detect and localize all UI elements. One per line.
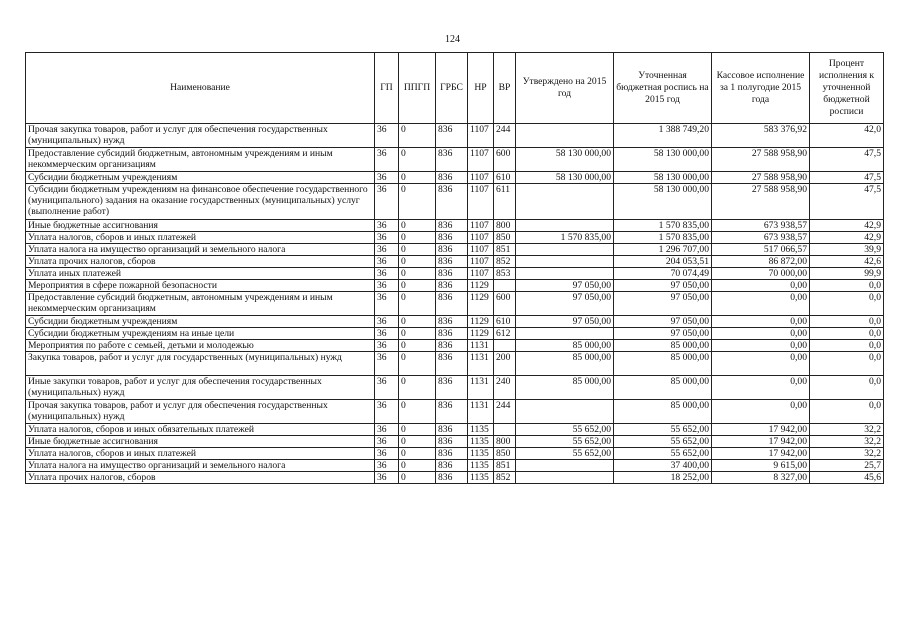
cell-cash: 0,00 xyxy=(712,328,810,340)
cell-refined: 55 652,00 xyxy=(614,448,712,460)
cell-np: 1131 xyxy=(468,340,494,352)
header-grbs: ГРБС xyxy=(436,53,468,124)
cell-refined: 1 570 835,00 xyxy=(614,232,712,244)
cell-cash: 583 376,92 xyxy=(712,124,810,148)
cell-vr: 850 xyxy=(494,448,516,460)
cell-cash: 27 588 958,90 xyxy=(712,148,810,172)
cell-cash: 17 942,00 xyxy=(712,436,810,448)
cell-vr: 851 xyxy=(494,460,516,472)
cell-gp: 36 xyxy=(375,292,399,316)
cell-vr: 850 xyxy=(494,232,516,244)
cell-gp: 36 xyxy=(375,352,399,376)
cell-gp: 36 xyxy=(375,232,399,244)
cell-np: 1107 xyxy=(468,124,494,148)
cell-ppgp: 0 xyxy=(399,472,436,484)
table-row xyxy=(26,400,884,424)
cell-gp: 36 xyxy=(375,244,399,256)
cell-gp: 36 xyxy=(375,316,399,328)
table-row xyxy=(26,376,884,400)
cell-percent: 42,9 xyxy=(810,220,884,232)
cell-gp: 36 xyxy=(375,256,399,268)
cell-vr: 600 xyxy=(494,148,516,172)
cell-name: Предоставление субсидий бюджетным, автономным учреждениям и иным некоммерческим организациям xyxy=(26,292,375,316)
cell-name: Иные бюджетные ассигнования xyxy=(26,220,375,232)
cell-grbs: 836 xyxy=(436,460,468,472)
cell-vr: 600 xyxy=(494,292,516,316)
page-number: 124 xyxy=(445,34,460,45)
cell-grbs: 836 xyxy=(436,436,468,448)
cell-percent: 42,9 xyxy=(810,232,884,244)
table-row xyxy=(26,148,884,172)
cell-name: Уплата прочих налогов, сборов xyxy=(26,256,375,268)
cell-name: Субсидии бюджетным учреждениям xyxy=(26,172,375,184)
table-header-row xyxy=(26,53,884,124)
cell-name: Предоставление субсидий бюджетным, автономным учреждениям и иным некоммерческим организациям xyxy=(26,148,375,172)
cell-gp: 36 xyxy=(375,472,399,484)
cell-cash: 86 872,00 xyxy=(712,256,810,268)
cell-grbs: 836 xyxy=(436,124,468,148)
cell-approved: 55 652,00 xyxy=(516,448,614,460)
cell-gp: 36 xyxy=(375,124,399,148)
cell-cash: 0,00 xyxy=(712,340,810,352)
cell-approved xyxy=(516,328,614,340)
cell-gp: 36 xyxy=(375,172,399,184)
cell-refined: 204 053,51 xyxy=(614,256,712,268)
cell-np: 1135 xyxy=(468,436,494,448)
table-row xyxy=(26,184,884,220)
header-np: НР xyxy=(468,53,494,124)
cell-name: Уплата иных платежей xyxy=(26,268,375,280)
cell-gp: 36 xyxy=(375,436,399,448)
cell-grbs: 836 xyxy=(436,352,468,376)
cell-gp: 36 xyxy=(375,148,399,172)
cell-approved: 85 000,00 xyxy=(516,376,614,400)
cell-ppgp: 0 xyxy=(399,424,436,436)
cell-np: 1135 xyxy=(468,460,494,472)
cell-vr: 610 xyxy=(494,172,516,184)
cell-vr: 852 xyxy=(494,256,516,268)
cell-name: Субсидии бюджетным учреждениям xyxy=(26,316,375,328)
table-row xyxy=(26,424,884,436)
table-body xyxy=(26,124,884,484)
cell-np: 1107 xyxy=(468,244,494,256)
cell-refined: 85 000,00 xyxy=(614,376,712,400)
table-row xyxy=(26,460,884,472)
cell-gp: 36 xyxy=(375,376,399,400)
cell-refined: 70 074,49 xyxy=(614,268,712,280)
cell-ppgp: 0 xyxy=(399,232,436,244)
cell-name: Закупка товаров, работ и услуг для государственных (муниципальных) нужд xyxy=(26,352,375,376)
table-row xyxy=(26,244,884,256)
cell-cash: 0,00 xyxy=(712,316,810,328)
cell-ppgp: 0 xyxy=(399,124,436,148)
cell-vr xyxy=(494,280,516,292)
cell-grbs: 836 xyxy=(436,448,468,460)
cell-refined: 18 252,00 xyxy=(614,472,712,484)
cell-np: 1129 xyxy=(468,316,494,328)
cell-name: Уплата налогов, сборов и иных платежей xyxy=(26,448,375,460)
cell-percent: 45,6 xyxy=(810,472,884,484)
cell-ppgp: 0 xyxy=(399,448,436,460)
cell-approved xyxy=(516,256,614,268)
cell-np: 1129 xyxy=(468,292,494,316)
cell-ppgp: 0 xyxy=(399,460,436,472)
cell-grbs: 836 xyxy=(436,292,468,316)
cell-np: 1135 xyxy=(468,448,494,460)
cell-name: Субсидии бюджетным учреждениям на финансовое обеспечение государственного (муниципального) задания на оказание государственных (муниципальных) услуг (выполнение работ) xyxy=(26,184,375,220)
table-row xyxy=(26,124,884,148)
table-row xyxy=(26,316,884,328)
cell-name: Субсидии бюджетным учреждениям на иные цели xyxy=(26,328,375,340)
header-cash: Кассовое исполнение за 1 полугодие 2015 года xyxy=(712,53,810,124)
table-row xyxy=(26,340,884,352)
cell-name: Уплата налога на имущество организаций и земельного налога xyxy=(26,244,375,256)
cell-np: 1135 xyxy=(468,472,494,484)
cell-name: Уплата налогов, сборов и иных платежей xyxy=(26,232,375,244)
cell-name: Иные закупки товаров, работ и услуг для обеспечения государственных (муниципальных) нужд xyxy=(26,376,375,400)
cell-percent: 32,2 xyxy=(810,424,884,436)
cell-gp: 36 xyxy=(375,424,399,436)
cell-gp: 36 xyxy=(375,280,399,292)
table-row xyxy=(26,352,884,376)
cell-refined: 1 570 835,00 xyxy=(614,220,712,232)
cell-vr: 610 xyxy=(494,316,516,328)
header-ppgp: ППГП xyxy=(399,53,436,124)
cell-ppgp: 0 xyxy=(399,172,436,184)
cell-gp: 36 xyxy=(375,448,399,460)
cell-approved: 1 570 835,00 xyxy=(516,232,614,244)
cell-np: 1107 xyxy=(468,220,494,232)
cell-cash: 0,00 xyxy=(712,352,810,376)
cell-grbs: 836 xyxy=(436,340,468,352)
cell-refined: 37 400,00 xyxy=(614,460,712,472)
cell-cash: 673 938,57 xyxy=(712,220,810,232)
cell-name: Уплата прочих налогов, сборов xyxy=(26,472,375,484)
header-refined: Уточненная бюджетная роспись на 2015 год xyxy=(614,53,712,124)
cell-vr: 244 xyxy=(494,400,516,424)
cell-name: Прочая закупка товаров, работ и услуг для обеспечения государственных (муниципальных) нужд xyxy=(26,400,375,424)
cell-approved: 85 000,00 xyxy=(516,340,614,352)
cell-percent: 42,6 xyxy=(810,256,884,268)
cell-vr: 852 xyxy=(494,472,516,484)
cell-grbs: 836 xyxy=(436,184,468,220)
cell-grbs: 836 xyxy=(436,376,468,400)
cell-ppgp: 0 xyxy=(399,340,436,352)
cell-vr: 240 xyxy=(494,376,516,400)
cell-percent: 25,7 xyxy=(810,460,884,472)
cell-percent: 47,5 xyxy=(810,184,884,220)
cell-name: Иные бюджетные ассигнования xyxy=(26,436,375,448)
cell-grbs: 836 xyxy=(436,268,468,280)
cell-refined: 58 130 000,00 xyxy=(614,172,712,184)
cell-name: Мероприятия по работе с семьей, детьми и молодежью xyxy=(26,340,375,352)
cell-gp: 36 xyxy=(375,400,399,424)
cell-np: 1131 xyxy=(468,376,494,400)
cell-cash: 27 588 958,90 xyxy=(712,184,810,220)
cell-ppgp: 0 xyxy=(399,220,436,232)
cell-vr: 800 xyxy=(494,436,516,448)
cell-name: Уплата налогов, сборов и иных обязательных платежей xyxy=(26,424,375,436)
cell-np: 1131 xyxy=(468,352,494,376)
cell-ppgp: 0 xyxy=(399,352,436,376)
cell-refined: 85 000,00 xyxy=(614,340,712,352)
cell-refined: 97 050,00 xyxy=(614,280,712,292)
cell-percent: 0,0 xyxy=(810,352,884,376)
cell-grbs: 836 xyxy=(436,316,468,328)
cell-approved xyxy=(516,124,614,148)
cell-cash: 27 588 958,90 xyxy=(712,172,810,184)
cell-vr: 851 xyxy=(494,244,516,256)
cell-gp: 36 xyxy=(375,184,399,220)
cell-refined: 55 652,00 xyxy=(614,424,712,436)
cell-percent: 0,0 xyxy=(810,280,884,292)
header-gp: ГП xyxy=(375,53,399,124)
cell-grbs: 836 xyxy=(436,232,468,244)
cell-percent: 42,0 xyxy=(810,124,884,148)
cell-gp: 36 xyxy=(375,460,399,472)
cell-ppgp: 0 xyxy=(399,292,436,316)
cell-ppgp: 0 xyxy=(399,376,436,400)
cell-gp: 36 xyxy=(375,328,399,340)
table-row xyxy=(26,436,884,448)
cell-vr: 853 xyxy=(494,268,516,280)
cell-approved: 97 050,00 xyxy=(516,292,614,316)
cell-ppgp: 0 xyxy=(399,280,436,292)
cell-ppgp: 0 xyxy=(399,184,436,220)
cell-approved xyxy=(516,268,614,280)
cell-np: 1129 xyxy=(468,328,494,340)
cell-gp: 36 xyxy=(375,220,399,232)
cell-ppgp: 0 xyxy=(399,316,436,328)
cell-cash: 9 615,00 xyxy=(712,460,810,472)
cell-refined: 85 000,00 xyxy=(614,400,712,424)
table-row xyxy=(26,232,884,244)
cell-vr: 200 xyxy=(494,352,516,376)
table-row xyxy=(26,472,884,484)
cell-percent: 0,0 xyxy=(810,328,884,340)
cell-approved: 97 050,00 xyxy=(516,280,614,292)
header-name: Наименование xyxy=(26,53,375,124)
cell-np: 1107 xyxy=(468,268,494,280)
cell-approved xyxy=(516,472,614,484)
cell-percent: 0,0 xyxy=(810,400,884,424)
cell-refined: 58 130 000,00 xyxy=(614,184,712,220)
cell-grbs: 836 xyxy=(436,256,468,268)
cell-cash: 17 942,00 xyxy=(712,448,810,460)
cell-np: 1107 xyxy=(468,184,494,220)
cell-grbs: 836 xyxy=(436,172,468,184)
cell-percent: 47,5 xyxy=(810,148,884,172)
cell-refined: 97 050,00 xyxy=(614,328,712,340)
cell-name: Уплата налога на имущество организаций и земельного налога xyxy=(26,460,375,472)
cell-approved: 55 652,00 xyxy=(516,436,614,448)
cell-cash: 517 066,57 xyxy=(712,244,810,256)
cell-ppgp: 0 xyxy=(399,256,436,268)
cell-gp: 36 xyxy=(375,268,399,280)
cell-ppgp: 0 xyxy=(399,328,436,340)
cell-percent: 32,2 xyxy=(810,448,884,460)
cell-np: 1107 xyxy=(468,256,494,268)
cell-vr: 800 xyxy=(494,220,516,232)
cell-cash: 17 942,00 xyxy=(712,424,810,436)
cell-approved: 97 050,00 xyxy=(516,316,614,328)
cell-grbs: 836 xyxy=(436,148,468,172)
header-approved: Утверждено на 2015 год xyxy=(516,53,614,124)
cell-percent: 0,0 xyxy=(810,376,884,400)
budget-table xyxy=(25,52,884,484)
cell-percent: 39,9 xyxy=(810,244,884,256)
cell-approved xyxy=(516,460,614,472)
cell-np: 1129 xyxy=(468,280,494,292)
cell-percent: 0,0 xyxy=(810,292,884,316)
cell-refined: 85 000,00 xyxy=(614,352,712,376)
cell-cash: 0,00 xyxy=(712,292,810,316)
cell-approved: 58 130 000,00 xyxy=(516,148,614,172)
cell-cash: 8 327,00 xyxy=(712,472,810,484)
table-row xyxy=(26,280,884,292)
cell-vr: 612 xyxy=(494,328,516,340)
cell-approved: 58 130 000,00 xyxy=(516,172,614,184)
cell-vr: 611 xyxy=(494,184,516,220)
cell-refined: 1 388 749,20 xyxy=(614,124,712,148)
header-vr: ВР xyxy=(494,53,516,124)
cell-np: 1107 xyxy=(468,172,494,184)
cell-cash: 0,00 xyxy=(712,376,810,400)
cell-approved xyxy=(516,244,614,256)
cell-approved xyxy=(516,184,614,220)
table-row xyxy=(26,220,884,232)
cell-gp: 36 xyxy=(375,340,399,352)
cell-percent: 32,2 xyxy=(810,436,884,448)
cell-vr xyxy=(494,424,516,436)
cell-grbs: 836 xyxy=(436,472,468,484)
cell-approved: 55 652,00 xyxy=(516,424,614,436)
cell-grbs: 836 xyxy=(436,280,468,292)
cell-cash: 673 938,57 xyxy=(712,232,810,244)
cell-vr: 244 xyxy=(494,124,516,148)
cell-refined: 58 130 000,00 xyxy=(614,148,712,172)
cell-np: 1107 xyxy=(468,148,494,172)
cell-refined: 97 050,00 xyxy=(614,316,712,328)
cell-cash: 0,00 xyxy=(712,280,810,292)
cell-percent: 47,5 xyxy=(810,172,884,184)
cell-ppgp: 0 xyxy=(399,400,436,424)
cell-name: Прочая закупка товаров, работ и услуг для обеспечения государственных (муниципальных) нужд xyxy=(26,124,375,148)
cell-approved xyxy=(516,400,614,424)
cell-vr xyxy=(494,340,516,352)
cell-refined: 97 050,00 xyxy=(614,292,712,316)
cell-cash: 70 000,00 xyxy=(712,268,810,280)
cell-cash: 0,00 xyxy=(712,400,810,424)
header-percent: Процент исполнения к уточненной бюджетной росписи xyxy=(810,53,884,124)
cell-grbs: 836 xyxy=(436,220,468,232)
cell-percent: 0,0 xyxy=(810,340,884,352)
cell-grbs: 836 xyxy=(436,424,468,436)
table-row xyxy=(26,268,884,280)
cell-grbs: 836 xyxy=(436,244,468,256)
cell-approved: 85 000,00 xyxy=(516,352,614,376)
table-row xyxy=(26,448,884,460)
cell-percent: 0,0 xyxy=(810,316,884,328)
cell-ppgp: 0 xyxy=(399,436,436,448)
cell-name: Мероприятия в сфере пожарной безопасности xyxy=(26,280,375,292)
cell-np: 1107 xyxy=(468,232,494,244)
table-row xyxy=(26,172,884,184)
cell-approved xyxy=(516,220,614,232)
cell-ppgp: 0 xyxy=(399,148,436,172)
cell-ppgp: 0 xyxy=(399,268,436,280)
cell-grbs: 836 xyxy=(436,400,468,424)
cell-percent: 99,9 xyxy=(810,268,884,280)
cell-refined: 1 296 707,00 xyxy=(614,244,712,256)
table-row xyxy=(26,256,884,268)
cell-grbs: 836 xyxy=(436,328,468,340)
cell-refined: 55 652,00 xyxy=(614,436,712,448)
table-row xyxy=(26,328,884,340)
cell-np: 1135 xyxy=(468,424,494,436)
table-row xyxy=(26,292,884,316)
cell-np: 1131 xyxy=(468,400,494,424)
cell-ppgp: 0 xyxy=(399,244,436,256)
